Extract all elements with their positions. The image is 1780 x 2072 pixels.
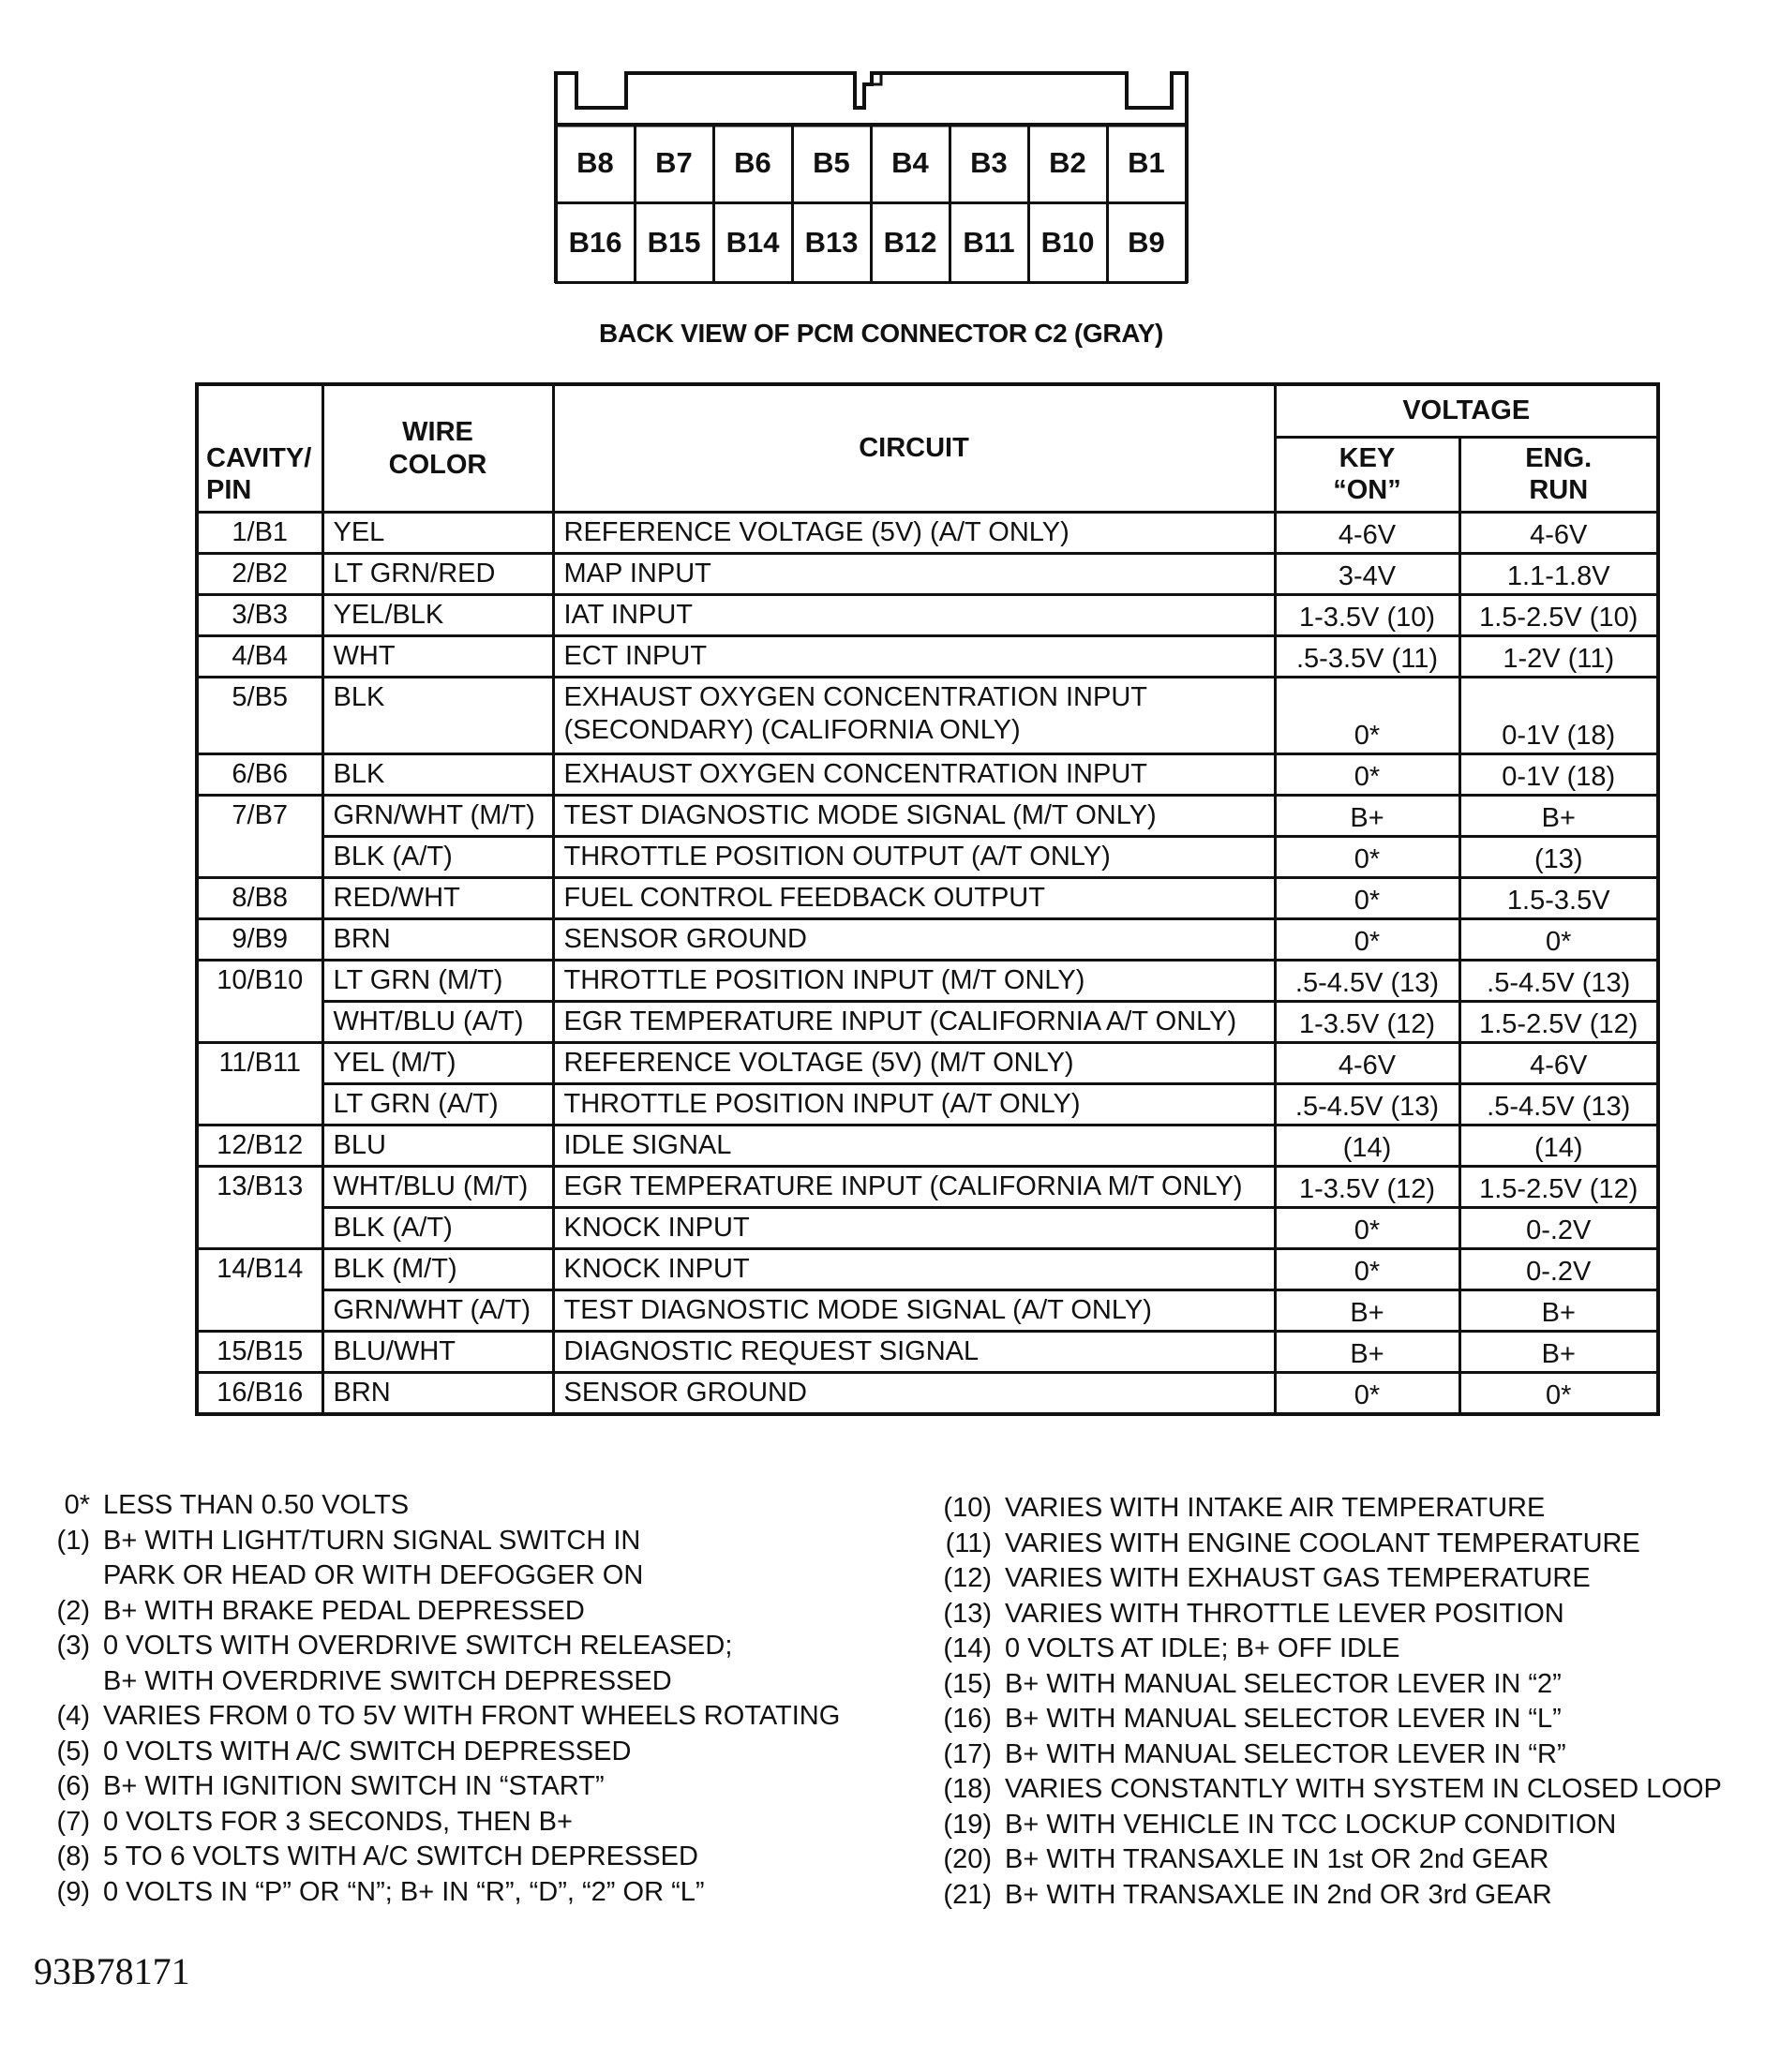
circuit-text: ECT INPUT [563,641,708,672]
circuit-text: TEST DIAGNOSTIC MODE SIGNAL (M/T ONLY) [563,800,1157,831]
cell-voltage-eng-run: B+ [1459,1332,1658,1373]
cell-wire-color: WHT [322,636,553,678]
cell-wire-color: BRN [322,1373,553,1414]
cell-voltage-key-on: .5-4.5V (13) [1275,1084,1459,1125]
cell-circuit [553,837,1275,878]
cell-cavity-pin: 2/B2 [197,554,322,595]
footnote-key: (19) [943,1809,992,1840]
footnote-key: (8) [56,1841,90,1871]
connector-pin: B6 [712,123,794,205]
circuit-text: MAP INPUT [563,559,711,589]
circuit-text: FUEL CONTROL FEEDBACK OUTPUT [563,883,1045,914]
table-row [197,678,1658,754]
circuit-text: SENSOR GROUND [563,1378,807,1409]
connector-pin: B9 [1106,201,1188,284]
footnote [934,1702,1758,1737]
cell-voltage-key-on: (14) [1275,1125,1459,1167]
footnotes-left [37,1488,881,1910]
cell-cavity-pin: 13/B13 [197,1167,322,1208]
footnote-key: (11) [945,1528,992,1558]
footnote [37,1594,881,1630]
cell-voltage-eng-run: 1.5-3.5V [1459,878,1658,919]
cell-circuit [553,1125,1275,1167]
cell-voltage-eng-run: 0-.2V [1459,1208,1658,1249]
cell-wire-color: BLK [322,754,553,796]
footnote-key [37,1558,90,1594]
footnote-text: VARIES WITH THROTTLE LEVER POSITION [1005,1598,1564,1629]
footnote-key: 0* [64,1490,90,1520]
cell-wire-color: LT GRN (M/T) [322,961,553,1002]
table-row [197,961,1658,1002]
footnote-text: B+ WITH MANUAL SELECTOR LEVER IN “L” [1005,1704,1562,1734]
cell-voltage-key-on: B+ [1275,1290,1459,1332]
connector-caption: BACK VIEW OF PCM CONNECTOR C2 (GRAY) [598,319,1164,348]
cell-voltage-key-on: 0* [1275,878,1459,919]
cell-cavity-pin: 14/B14 [197,1249,322,1290]
circuit-text: REFERENCE VOLTAGE (5V) (M/T ONLY) [563,1048,1074,1079]
footnote-text: LESS THAN 0.50 VOLTS [103,1490,410,1520]
cell-cavity-pin: 6/B6 [197,754,322,796]
table-row [197,1043,1658,1084]
pcm-connector-diagram [553,66,1190,286]
cell-voltage-key-on: B+ [1275,796,1459,837]
cell-circuit [553,1332,1275,1373]
cell-cavity-pin: 3/B3 [197,595,322,636]
footnote-text: VARIES WITH ENGINE COOLANT TEMPERATURE [1005,1528,1640,1558]
connector-pin: B8 [555,123,636,205]
footnote [37,1699,881,1735]
footnote-text: PARK OR HEAD OR WITH DEFOGGER ON [103,1560,644,1590]
cell-cavity-pin: 15/B15 [197,1332,322,1373]
cell-cavity-pin [197,1084,322,1125]
cell-circuit [553,1084,1275,1125]
table-row [197,1332,1658,1373]
cell-circuit [553,919,1275,961]
circuit-text: DIAGNOSTIC REQUEST SIGNAL [563,1336,980,1367]
table-row [197,1249,1658,1290]
footnote [37,1840,881,1875]
cell-voltage-eng-run: 0-1V (18) [1459,754,1658,796]
cell-wire-color: GRN/WHT (M/T) [322,796,553,837]
footnote-text: B+ WITH LIGHT/TURN SIGNAL SWITCH IN [103,1525,641,1556]
cell-wire-color: BLK (A/T) [322,1208,553,1249]
table-row [197,1167,1658,1208]
footnote-key: (5) [56,1736,90,1766]
circuit-text: SENSOR GROUND [563,924,807,955]
pin-voltage-table [195,382,1660,1416]
cell-voltage-eng-run: 0* [1459,1373,1658,1414]
footnote-text: 0 VOLTS FOR 3 SECONDS, THEN B+ [103,1806,573,1837]
cell-wire-color: GRN/WHT (A/T) [322,1290,553,1332]
footnote-key: (13) [943,1598,992,1629]
connector-pin: B15 [634,201,715,284]
cell-wire-color: RED/WHT [322,878,553,919]
cell-cavity-pin: 16/B16 [197,1373,322,1414]
connector-pin-grid [556,124,1186,282]
cell-circuit [553,878,1275,919]
table-row [197,1084,1658,1125]
footnote-text: 0 VOLTS AT IDLE; B+ OFF IDLE [1005,1633,1400,1663]
cell-cavity-pin: 8/B8 [197,878,322,919]
footnote-text: VARIES WITH INTAKE AIR TEMPERATURE [1005,1493,1546,1523]
footnote-key: (15) [943,1668,992,1699]
cell-wire-color: LT GRN (A/T) [322,1084,553,1125]
footnote-key: (17) [943,1738,992,1769]
footnote-key: (9) [56,1876,90,1907]
footnote [934,1772,1758,1808]
footnote [934,1737,1758,1773]
cell-wire-color: YEL [322,513,553,554]
cell-cavity-pin: 10/B10 [197,961,322,1002]
circuit-text: EGR TEMPERATURE INPUT (CALIFORNIA A/T ONLY) [563,1006,1237,1037]
cell-voltage-key-on: 4-6V [1275,513,1459,554]
footnote-text: B+ WITH TRANSAXLE IN 2nd OR 3rd GEAR [1005,1879,1552,1910]
connector-pin: B16 [555,201,636,284]
pin-table-body [197,513,1658,1414]
cell-wire-color: BLU [322,1125,553,1167]
footnote [934,1561,1758,1597]
footnote-text: 5 TO 6 VOLTS WITH A/C SWITCH DEPRESSED [103,1841,698,1871]
circuit-text: REFERENCE VOLTAGE (5V) (A/T ONLY) [563,517,1069,548]
footnote-text: 0 VOLTS IN “P” OR “N”; B+ IN “R”, “D”, “2” OR “L” [103,1876,705,1907]
footnote-key: (3) [56,1631,90,1661]
cell-voltage-key-on: 0* [1275,1208,1459,1249]
table-row [197,1125,1658,1167]
footnote-key: (2) [56,1595,90,1626]
footnote [934,1842,1758,1878]
connector-pin: B1 [1106,123,1188,205]
table-row [197,1290,1658,1332]
table-row [197,754,1658,796]
circuit-text: TEST DIAGNOSTIC MODE SIGNAL (A/T ONLY) [563,1295,1152,1326]
footnote-key: (1) [56,1525,90,1556]
cell-voltage-eng-run: 1.5-2.5V (12) [1459,1167,1658,1208]
table-row [197,878,1658,919]
cell-cavity-pin: 11/B11 [197,1043,322,1084]
cell-voltage-eng-run: B+ [1459,796,1658,837]
cell-voltage-eng-run: 0-.2V [1459,1249,1658,1290]
header-cavity-pin: CAVITY/ PIN [197,384,322,513]
cell-wire-color: BLK [322,678,553,754]
cell-circuit [553,1290,1275,1332]
circuit-text: EXHAUST OXYGEN CONCENTRATION INPUT [563,682,1147,713]
table-row [197,554,1658,595]
cell-circuit [553,1249,1275,1290]
cell-voltage-eng-run: .5-4.5V (13) [1459,961,1658,1002]
circuit-text: THROTTLE POSITION INPUT (M/T ONLY) [563,965,1085,996]
cell-cavity-pin: 5/B5 [197,678,322,754]
footnote-text: B+ WITH IGNITION SWITCH IN “START” [103,1771,605,1801]
circuit-text: EGR TEMPERATURE INPUT (CALIFORNIA M/T ONLY) [563,1171,1243,1202]
table-row [197,919,1658,961]
cell-cavity-pin [197,1290,322,1332]
cell-voltage-key-on: 0* [1275,1373,1459,1414]
footnote [37,1629,881,1664]
cell-circuit [553,636,1275,678]
connector-pin: B11 [949,201,1030,284]
cell-voltage-key-on: 1-3.5V (12) [1275,1167,1459,1208]
cell-cavity-pin: 12/B12 [197,1125,322,1167]
footnote-text: B+ WITH OVERDRIVE SWITCH DEPRESSED [103,1665,672,1696]
cell-circuit [553,595,1275,636]
footnote-key: (14) [943,1633,992,1663]
cell-voltage-eng-run: (13) [1459,837,1658,878]
table-row [197,1373,1658,1414]
connector-pin: B13 [791,201,873,284]
cell-voltage-eng-run: 1.5-2.5V (12) [1459,1002,1658,1043]
cell-cavity-pin [197,1002,322,1043]
circuit-text: THROTTLE POSITION OUTPUT (A/T ONLY) [563,842,1111,872]
cell-cavity-pin [197,837,322,878]
circuit-text: THROTTLE POSITION INPUT (A/T ONLY) [563,1089,1081,1120]
footnote-text: VARIES CONSTANTLY WITH SYSTEM IN CLOSED LOOP [1005,1774,1722,1804]
footnote [934,1527,1758,1562]
cell-circuit [553,1373,1275,1414]
cell-circuit [553,513,1275,554]
connector-pin: B2 [1027,123,1109,205]
cell-voltage-key-on: 0* [1275,837,1459,878]
cell-voltage-key-on: B+ [1275,1332,1459,1373]
footnote-text: VARIES WITH EXHAUST GAS TEMPERATURE [1005,1563,1591,1593]
cell-voltage-eng-run: 4-6V [1459,1043,1658,1084]
cell-wire-color: BLU/WHT [322,1332,553,1373]
footnote-key: (21) [943,1879,992,1910]
cell-wire-color: YEL/BLK [322,595,553,636]
circuit-text: EXHAUST OXYGEN CONCENTRATION INPUT [563,759,1147,790]
footnote [37,1488,881,1524]
footnote [37,1735,881,1770]
cell-wire-color: YEL (M/T) [322,1043,553,1084]
cell-voltage-eng-run: 4-6V [1459,513,1658,554]
cell-voltage-key-on: .5-4.5V (13) [1275,961,1459,1002]
footnote-key: (18) [943,1774,992,1804]
footnotes-right [934,1491,1758,1913]
footnote [37,1558,881,1594]
cell-circuit [553,1002,1275,1043]
footnote-key: (7) [56,1806,90,1837]
cell-voltage-key-on: 3-4V [1275,554,1459,595]
footnote [934,1808,1758,1843]
cell-circuit [553,1167,1275,1208]
table-row [197,1002,1658,1043]
cell-voltage-key-on: 0* [1275,678,1459,754]
connector-pin: B7 [634,123,715,205]
cell-wire-color: WHT/BLU (A/T) [322,1002,553,1043]
header-wire-color: WIRE COLOR [322,384,553,513]
footnote-text: 0 VOLTS WITH A/C SWITCH DEPRESSED [103,1736,632,1766]
footnote [37,1524,881,1559]
footnote-key: (10) [943,1493,992,1523]
cell-circuit [553,1043,1275,1084]
figure-id: 93B78171 [34,1950,190,1992]
cell-voltage-key-on: 1-3.5V (12) [1275,1002,1459,1043]
cell-circuit [553,961,1275,1002]
cell-voltage-eng-run: 1-2V (11) [1459,636,1658,678]
cell-circuit [553,554,1275,595]
cell-voltage-eng-run: .5-4.5V (13) [1459,1084,1658,1125]
footnote-key: (20) [943,1844,992,1874]
circuit-text: KNOCK INPUT [563,1254,750,1285]
cell-wire-color: BLK (A/T) [322,837,553,878]
connector-pin: B3 [949,123,1030,205]
cell-voltage-key-on: .5-3.5V (11) [1275,636,1459,678]
header-circuit: CIRCUIT [553,384,1275,513]
cell-circuit [553,796,1275,837]
footnote-text: B+ WITH TRANSAXLE IN 1st OR 2nd GEAR [1005,1844,1549,1874]
footnote [37,1875,881,1911]
circuit-text: IAT INPUT [563,600,693,631]
circuit-text: KNOCK INPUT [563,1213,750,1244]
table-row [197,1208,1658,1249]
cell-circuit [553,754,1275,796]
footnote [934,1491,1758,1527]
table-row [197,837,1658,878]
cell-voltage-eng-run: 0* [1459,919,1658,961]
connector-pin: B10 [1027,201,1109,284]
table-row [197,796,1658,837]
footnote-text: 0 VOLTS WITH OVERDRIVE SWITCH RELEASED; [103,1631,733,1661]
cell-wire-color: BLK (M/T) [322,1249,553,1290]
footnote [37,1805,881,1841]
footnote-key [37,1664,90,1700]
footnote [37,1664,881,1700]
cell-cavity-pin: 1/B1 [197,513,322,554]
cell-voltage-eng-run: (14) [1459,1125,1658,1167]
cell-voltage-eng-run: 1.1-1.8V [1459,554,1658,595]
footnote-key: (4) [56,1701,90,1731]
table-row [197,513,1658,554]
cell-voltage-key-on: 0* [1275,919,1459,961]
connector-pin: B5 [791,123,873,205]
cell-cavity-pin: 9/B9 [197,919,322,961]
footnote-text: B+ WITH MANUAL SELECTOR LEVER IN “2” [1005,1668,1562,1699]
footnote-text: VARIES FROM 0 TO 5V WITH FRONT WHEELS ROTATING [103,1701,841,1731]
footnote [934,1878,1758,1914]
cell-voltage-key-on: 1-3.5V (10) [1275,595,1459,636]
footnote [934,1667,1758,1703]
cell-voltage-key-on: 0* [1275,1249,1459,1290]
cell-wire-color: LT GRN/RED [322,554,553,595]
connector-pin: B4 [870,123,951,205]
footnote [37,1769,881,1805]
table-row [197,636,1658,678]
cell-cavity-pin: 4/B4 [197,636,322,678]
footnote [934,1597,1758,1632]
footnote-key: (12) [943,1563,992,1593]
circuit-text: IDLE SIGNAL [563,1130,732,1161]
cell-circuit [553,678,1275,754]
cell-voltage-key-on: 4-6V [1275,1043,1459,1084]
cell-voltage-eng-run: 0-1V (18) [1459,678,1658,754]
header-voltage: VOLTAGE [1275,384,1658,437]
cell-wire-color: BRN [322,919,553,961]
cell-voltage-eng-run: B+ [1459,1290,1658,1332]
table-row [197,595,1658,636]
connector-pin: B12 [870,201,951,284]
footnote-text: B+ WITH BRAKE PEDAL DEPRESSED [103,1595,585,1626]
cell-wire-color: WHT/BLU (M/T) [322,1167,553,1208]
footnote-text: B+ WITH MANUAL SELECTOR LEVER IN “R” [1005,1738,1566,1769]
footnote-key: (16) [943,1704,992,1734]
cell-voltage-eng-run: 1.5-2.5V (10) [1459,595,1658,636]
footnote-text: B+ WITH VEHICLE IN TCC LOCKUP CONDITION [1005,1809,1617,1840]
cell-voltage-key-on: 0* [1275,754,1459,796]
footnote [934,1632,1758,1667]
cell-circuit [553,1208,1275,1249]
cell-cavity-pin: 7/B7 [197,796,322,837]
header-key-on: KEY “ON” [1275,437,1459,513]
connector-pin: B14 [712,201,794,284]
circuit-text-line2: (SECONDARY) (CALIFORNIA ONLY) [563,714,1021,745]
footnote-key: (6) [56,1771,90,1801]
header-eng-run: ENG. RUN [1459,437,1658,513]
cell-cavity-pin [197,1208,322,1249]
